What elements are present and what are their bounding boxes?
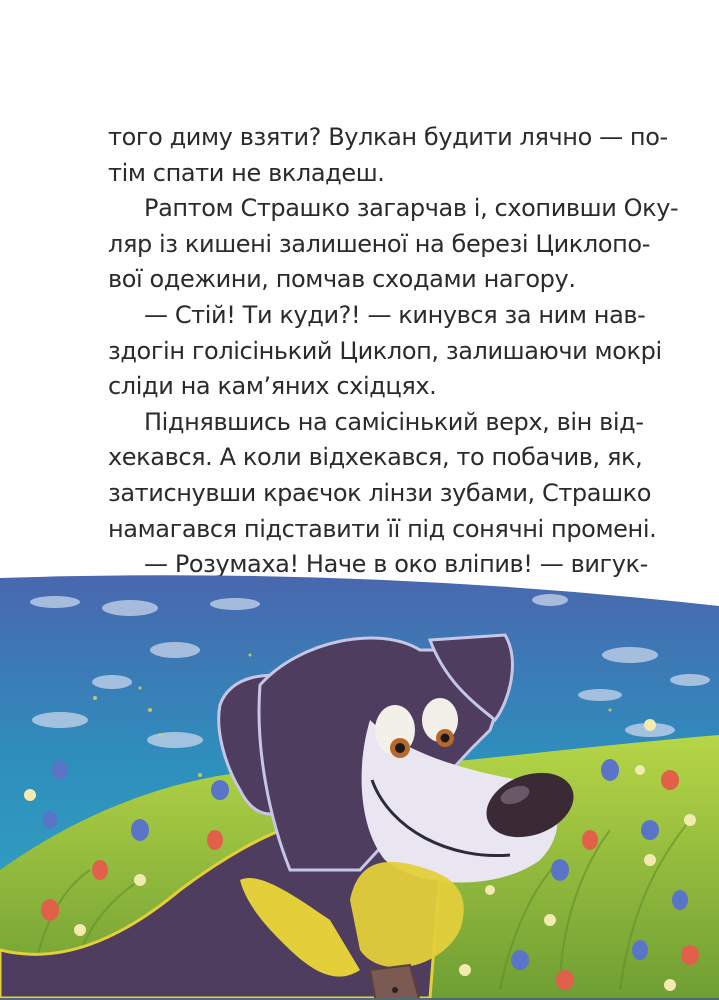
dog-illustration <box>0 570 719 998</box>
text-line: сліди на кам’яних східцях. <box>108 372 437 401</box>
text-line: — Стій! Ти куди?! — кинувся за ним нав- <box>144 300 646 329</box>
text-line: того диму взяти? Вулкан будити лячно — по- <box>108 123 668 151</box>
text-line: хекався. А коли відхекався, то побачив, як, <box>108 443 643 472</box>
story-text <box>108 120 679 618</box>
text-line: Раптом Страшко загарчав і, схопивши Оку- <box>144 194 679 223</box>
text-line: вої одежини, помчав сходами нагору. <box>108 265 576 294</box>
text-line: намагався підставити її під сонячні промені. <box>108 514 657 543</box>
text-line: Піднявшись на самісінький верх, він від- <box>144 407 644 436</box>
text-line: затиснувши краєчок лінзи зубами, Страшко <box>108 478 652 507</box>
text-line: здогін голісінький Циклоп, залишаючи мокрі <box>108 336 662 365</box>
text-line: ляр із кишені залишеної на березі Циклопо- <box>108 229 650 258</box>
text-line: тім спати не вкладеш. <box>108 158 385 187</box>
text-line: — Розумаха! Наче в око вліпив! — вигук- <box>144 550 648 579</box>
